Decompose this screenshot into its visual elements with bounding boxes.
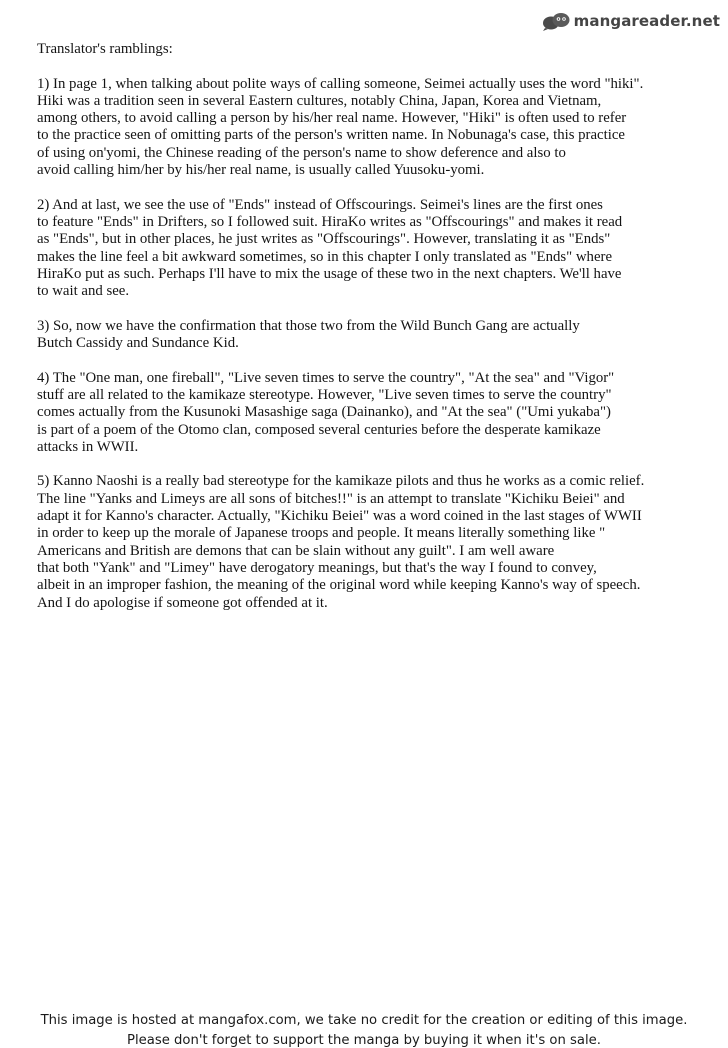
note-paragraph-5 — [37, 473, 697, 611]
text-line: of using on'yomi, the Chinese reading of the person's name to show deference and also to — [37, 144, 566, 161]
text-line: 4) The "One man, one fireball", "Live seven times to serve the country", "At the sea" and "Vigor" — [37, 369, 615, 386]
notes-title: Translator's ramblings: — [37, 41, 173, 57]
text-line: is part of a poem of the Otomo clan, composed several centuries before the desperate kamikaze — [37, 421, 601, 438]
text-line: to the practice seen of omitting parts of the person's written name. In Nobunaga's case, this practice — [37, 127, 625, 144]
text-line: makes the line feel a bit awkward sometimes, so in this chapter I only translated as "Ends" where — [37, 248, 613, 265]
text-line: as "Ends", but in other places, he just writes as "Offscourings". However, translating it as "Ends" — [37, 231, 611, 248]
site-watermark — [541, 10, 720, 32]
mangareader-logo-icon — [541, 10, 571, 32]
text-line: Americans and British are demons that can be slain without any guilt". I am well aware — [37, 542, 555, 559]
text-line: in order to keep up the morale of Japanese troops and people. It means literally something like " — [37, 525, 606, 542]
text-line: stuff are all related to the kamikaze stereotype. However, "Live seven times to serve the country" — [37, 386, 612, 403]
text-line: 5) Kanno Naoshi is a really bad stereotype for the kamikaze pilots and thus he works as a comic relief. — [37, 473, 645, 490]
text-line: attacks in WWII. — [37, 438, 139, 455]
note-paragraph-3 — [37, 318, 697, 353]
text-line: among others, to avoid calling a person by his/her real name. However, "Hiki" is often used to refer — [37, 110, 627, 127]
text-line: HiraKo put as such. Perhaps I'll have to mix the usage of these two in the next chapters. We'll have — [37, 265, 622, 282]
text-line: albeit in an improper fashion, the meaning of the original word while keeping Kanno's way of speech. — [37, 577, 641, 594]
text-line: And I do apologise if someone got offended at it. — [37, 594, 328, 611]
note-paragraph-1 — [37, 76, 697, 180]
support-notice: Please don't forget to support the manga by buying it when it's on sale. — [127, 1033, 601, 1048]
text-line: The line "Yanks and Limeys are all sons of bitches!!" is an attempt to translate "Kichiku Beiei" and — [37, 490, 625, 507]
hosting-notice: This image is hosted at mangafox.com, we take no credit for the creation or editing of this image. — [40, 1013, 688, 1028]
text-line: that both "Yank" and "Limey" have derogatory meanings, but that's the way I found to convey, — [37, 559, 597, 576]
text-line: 1) In page 1, when talking about polite ways of calling someone, Seimei actually uses the word "hiki". — [37, 75, 644, 92]
watermark-text: mangareader.net — [573, 12, 720, 30]
text-line: Butch Cassidy and Sundance Kid. — [37, 335, 239, 352]
text-line: 2) And at last, we see the use of "Ends" instead of Offscourings. Seimei's lines are the first ones — [37, 196, 603, 213]
text-line: adapt it for Kanno's character. Actually, "Kichiku Beiei" was a word coined in the last stages of WWII — [37, 508, 642, 525]
text-line: Hiki was a tradition seen in several Eastern cultures, notably China, Japan, Korea and Vietnam, — [37, 92, 602, 109]
translator-notes — [37, 41, 697, 629]
note-paragraph-2 — [37, 197, 697, 301]
text-line: to wait and see. — [37, 283, 130, 300]
note-paragraph-4 — [37, 370, 697, 456]
text-line: to feature "Ends" in Drifters, so I followed suit. HiraKo writes as "Offscourings" and makes it read — [37, 213, 623, 230]
text-line: avoid calling him/her by his/her real name, is usually called Yuusoku-yomi. — [37, 162, 485, 179]
text-line: comes actually from the Kusunoki Masashige saga (Dainanko), and "At the sea" ("Umi yukaba") — [37, 404, 611, 421]
text-line: 3) So, now we have the confirmation that those two from the Wild Bunch Gang are actually — [37, 317, 580, 334]
